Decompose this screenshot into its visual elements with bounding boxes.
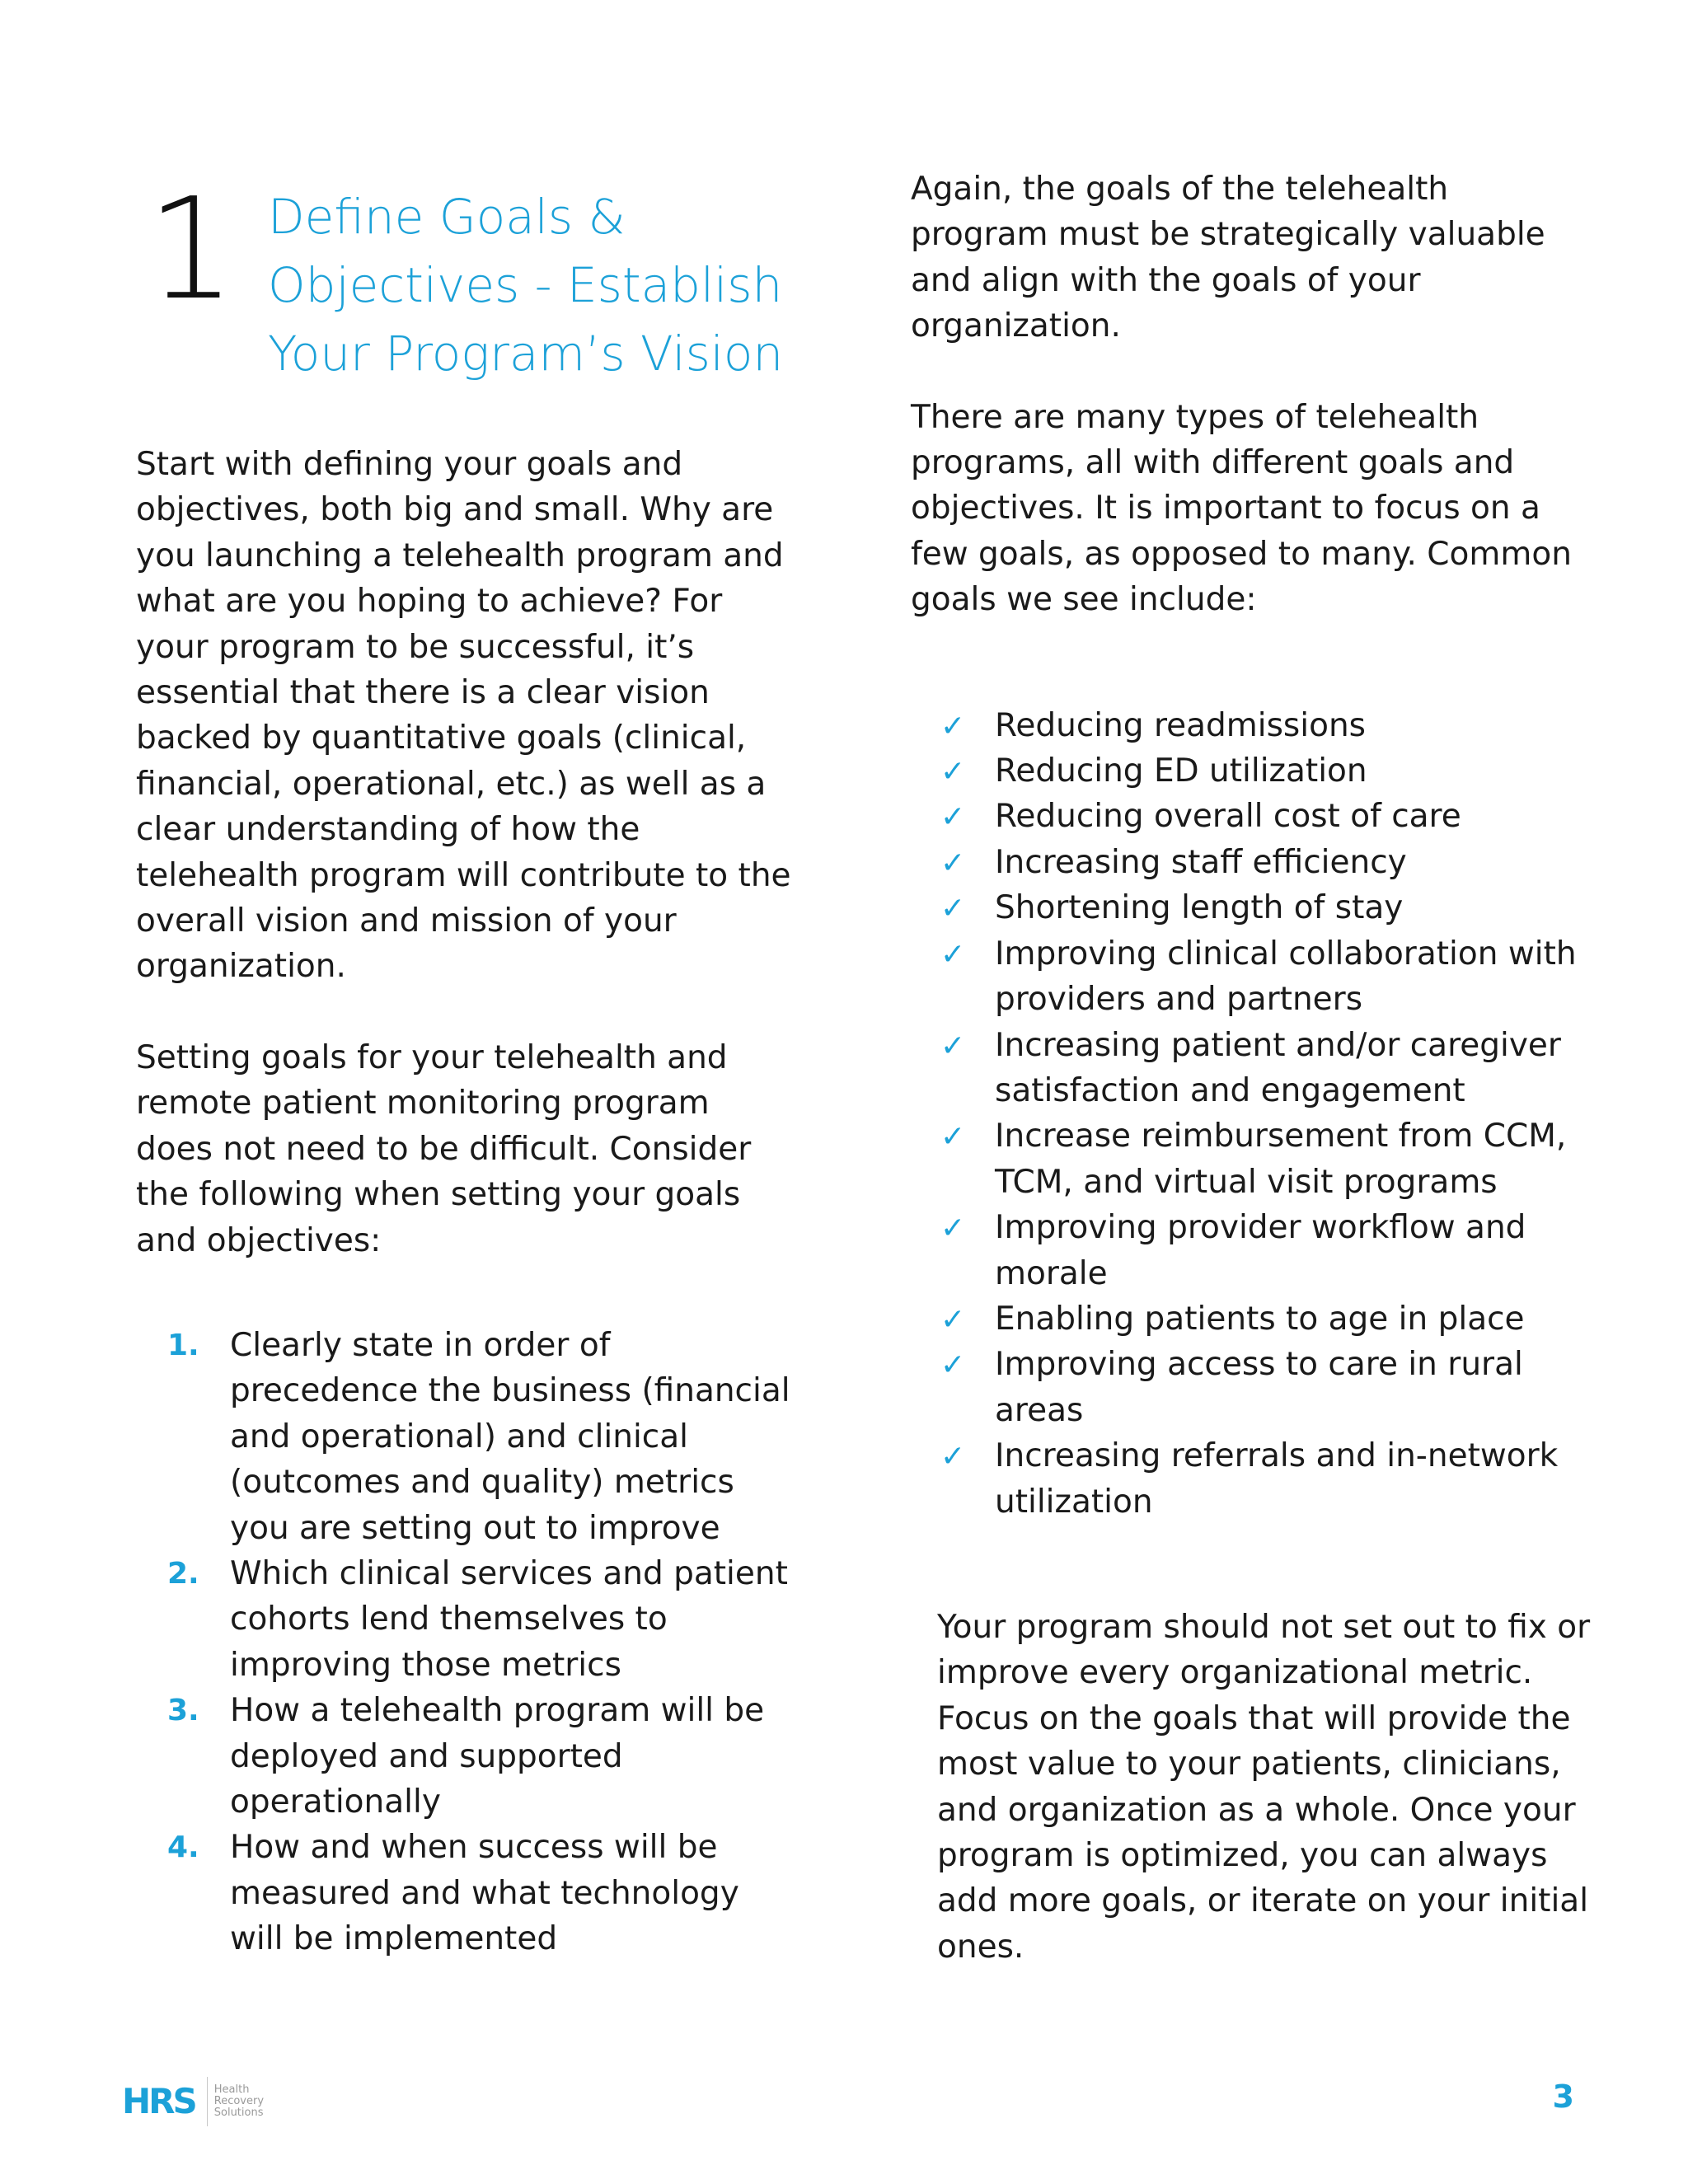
list-item-text: Improving access to care in rural areas (995, 1346, 1523, 1429)
logo-text-line: Solutions (213, 2107, 264, 2119)
list-number: 3. (167, 1694, 199, 1728)
section-number: 1 (147, 168, 233, 331)
list-item-text: Clearly state in order of precedence the business (financial and operational) and clinical (outcomes and quality) metrics you are setting out to improve (230, 1326, 790, 1547)
checkmark-icon: ✓ (940, 755, 966, 790)
list-item (911, 794, 1595, 839)
list-item-text: Improving provider workflow and morale (995, 1209, 1526, 1292)
program-types-paragraph: There are many types of telehealth programs, all with different goals and objectives. It is important to focus on a few goals, as opposed to many. Common goals we see include: (911, 398, 1572, 619)
list-item-text: Enabling patients to age in place (995, 1300, 1525, 1338)
checkmark-icon: ✓ (940, 1348, 966, 1383)
checkmark-icon: ✓ (940, 846, 966, 880)
list-item-text: How a telehealth program will be deployed and supported operationally (230, 1692, 765, 1821)
section-title-line: Objectives - Establish (268, 257, 783, 313)
checkmark-icon: ✓ (940, 1302, 966, 1337)
page-number: 3 (1552, 2079, 1574, 2115)
checkmark-icon: ✓ (940, 1440, 966, 1474)
list-item (911, 1342, 1595, 1433)
logo-mark: HRS (122, 2077, 208, 2126)
list-item (911, 1113, 1595, 1205)
list-item (911, 1205, 1595, 1296)
alignment-paragraph: Again, the goals of the telehealth program must be strategically valuable and align with the goals of your organization. (911, 171, 1545, 345)
list-item-text: Increasing referrals and in-network utilization (995, 1437, 1559, 1521)
list-item (136, 1688, 795, 1825)
hrs-logo (122, 2077, 264, 2126)
checkmark-icon: ✓ (940, 892, 966, 926)
section-title-line: Your Program’s Vision (268, 326, 784, 382)
common-goals-list (911, 703, 1595, 1525)
list-item-text: Improving clinical collaboration with providers and partners (995, 935, 1577, 1019)
list-item-text: Which clinical services and patient cohorts lend themselves to improving those metrics (230, 1554, 788, 1684)
list-number: 2. (167, 1556, 199, 1591)
list-item-text: Increase reimbursement from CCM, TCM, and virtual visit programs (995, 1118, 1567, 1201)
considerations-list (136, 1323, 795, 1962)
section-title (268, 183, 795, 388)
list-item (136, 1551, 795, 1688)
list-item-text: How and when success will be measured and what technology will be implemented (230, 1829, 739, 1958)
logo-text-line: Health (213, 2083, 250, 2096)
list-item-text: Shortening length of stay (995, 889, 1404, 927)
checkmark-icon: ✓ (940, 1212, 966, 1246)
intro-paragraph: Start with defining your goals and objectives, both big and small. Why are you launching a telehealth program and what are you hoping to achieve? For your program to be successful, it’s essential that there is a clear vision backed by quantitative goals (clinical, financial, operational, etc.) as well as a clear understanding of how the telehealth program will contribute to the overall vision and mission of your organization. (136, 446, 791, 986)
logo-wordmark (208, 2084, 264, 2119)
list-item-text: Reducing readmissions (995, 706, 1366, 744)
checkmark-icon: ✓ (940, 709, 966, 743)
list-item (911, 931, 1595, 1023)
logo-text-line: Recovery (213, 2095, 265, 2107)
list-item-text: Increasing staff efficiency (995, 843, 1407, 881)
list-item (136, 1825, 795, 1961)
list-item (911, 703, 1595, 748)
checkmark-icon: ✓ (940, 1120, 966, 1155)
list-item (911, 1023, 1595, 1114)
section-title-line: Define Goals & (268, 189, 626, 245)
checkmark-icon: ✓ (940, 937, 966, 972)
right-column (911, 166, 1595, 1970)
list-item (911, 1296, 1595, 1342)
goal-setting-paragraph: Setting goals for your telehealth and remote patient monitoring program does not need to be difficult. Consider the following when setting your goals and objectives: (136, 1038, 752, 1259)
closing-paragraph: Your program should not set out to fix or improve every organizational metric. Focus on the goals that will provide the most value to your patients, clinicians, and organization as a whole. Once your program is optimized, you can always add more goals, or iterate on your initial ones. (937, 1608, 1591, 1966)
list-item (911, 840, 1595, 885)
list-item-text: Increasing patient and/or caregiver satisfaction and engagement (995, 1026, 1561, 1109)
checkmark-icon: ✓ (940, 800, 966, 835)
checkmark-icon: ✓ (940, 1029, 966, 1063)
list-item-text: Reducing overall cost of care (995, 798, 1461, 836)
list-number: 1. (167, 1328, 199, 1362)
list-item (911, 885, 1595, 930)
left-column (136, 442, 795, 1962)
list-item (136, 1323, 795, 1551)
list-item-text: Reducing ED utilization (995, 752, 1367, 790)
list-item (911, 1433, 1595, 1525)
list-item (911, 748, 1595, 794)
list-number: 4. (167, 1830, 199, 1865)
